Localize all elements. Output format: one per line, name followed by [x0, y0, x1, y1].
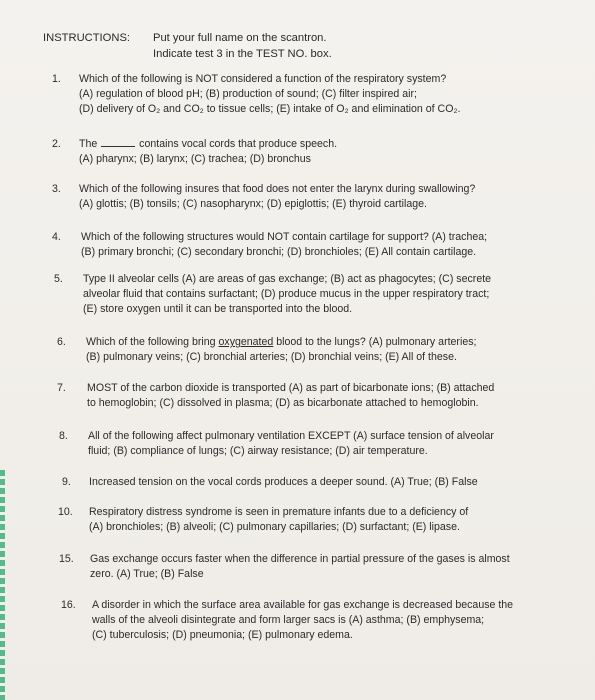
- question-line: fluid; (B) compliance of lungs; (C) airway resistance; (D) air temperature.: [88, 445, 428, 458]
- question-number: 9.: [62, 476, 71, 488]
- question-text: The: [79, 138, 98, 150]
- question-line: Respiratory distress syndrome is seen in premature infants due to a deficiency of: [89, 506, 469, 518]
- question-number: 4.: [52, 231, 61, 243]
- question-text: blood to the lungs? (A) pulmonary arteries;: [276, 336, 477, 348]
- question-line: Which of the following insures that food does not enter the larynx during swallowing?: [79, 183, 476, 195]
- question-line: (E) store oxygen until it can be transported into the blood.: [83, 303, 353, 316]
- question-line: alveolar fluid that contains surfactant; (D) produce mucus in the upper respiratory tract;: [83, 288, 490, 301]
- question-line: Which of the following is NOT considered a function of the respiratory system?: [79, 73, 447, 85]
- question-number: 1.: [52, 73, 61, 85]
- question-line: Type II alveolar cells (A) are areas of gas exchange; (B) act as phagocytes; (C) secrete: [83, 273, 492, 285]
- question-line: (A) glottis; (B) tonsils; (C) nasopharynx; (D) epiglottis; (E) thyroid cartilage.: [79, 198, 427, 211]
- question-number: 16.: [61, 599, 76, 611]
- question-line: A disorder in which the surface area available for gas exchange is decreased because the: [92, 599, 514, 611]
- question-line: MOST of the carbon dioxide is transported (A) as part of bicarbonate ions; (B) attached: [87, 382, 495, 394]
- question-text: contains vocal cords that produce speech.: [139, 138, 338, 150]
- question-line: (A) bronchioles; (B) alveoli; (C) pulmonary capillaries; (D) surfactant; (E) lipase.: [89, 521, 460, 534]
- question-number: 15.: [59, 553, 74, 565]
- question-number: 6.: [57, 336, 66, 348]
- question-number: 7.: [57, 382, 66, 394]
- underlined-word: oxygenated: [218, 336, 274, 348]
- instructions-line-1: Put your full name on the scantron.: [153, 32, 327, 44]
- question-line: (B) pulmonary veins; (C) bronchial arteries; (D) bronchial veins; (E) All of these.: [86, 351, 457, 364]
- answer-blank: [101, 137, 135, 147]
- instructions-label: INSTRUCTIONS:: [43, 32, 131, 44]
- question-line: (B) primary bronchi; (C) secondary bronchi; (D) bronchioles; (E) All contain cartilage.: [81, 246, 477, 259]
- scan-edge-strip: [0, 470, 5, 700]
- question-number: 3.: [52, 183, 61, 195]
- question-line: (A) regulation of blood pH; (B) production of sound; (C) filter inspired air;: [79, 88, 417, 101]
- question-line: All of the following affect pulmonary ventilation EXCEPT (A) surface tension of alveolar: [88, 430, 494, 442]
- question-text: Which of the following bring: [86, 336, 216, 348]
- question-line: [79, 137, 337, 152]
- question-line: (D) delivery of O₂ and CO₂ to tissue cells; (E) intake of O₂ and elimination of CO₂.: [79, 103, 461, 116]
- question-number: 5.: [54, 273, 63, 285]
- question-number: 10.: [58, 506, 73, 518]
- question-line: Increased tension on the vocal cords produces a deeper sound. (A) True; (B) False: [89, 476, 478, 488]
- question-line: walls of the alveoli disintegrate and form larger sacs is (A) asthma; (B) emphysema;: [92, 614, 485, 627]
- question-number: 8.: [59, 430, 68, 442]
- instructions-line-2: Indicate test 3 in the TEST NO. box.: [153, 48, 332, 60]
- question-line: to hemoglobin; (C) dissolved in plasma; (D) as bicarbonate attached to hemoglobin.: [87, 397, 479, 410]
- question-line: (C) tuberculosis; (D) pneumonia; (E) pulmonary edema.: [92, 629, 353, 642]
- question-line: Which of the following structures would NOT contain cartilage for support? (A) trachea;: [81, 231, 488, 243]
- question-line: zero. (A) True; (B) False: [90, 568, 204, 581]
- question-line: [86, 335, 476, 350]
- question-number: 2.: [52, 138, 61, 150]
- question-line: (A) pharynx; (B) larynx; (C) trachea; (D) bronchus: [79, 153, 311, 166]
- question-line: Gas exchange occurs faster when the difference in partial pressure of the gases is almost: [90, 553, 510, 565]
- instructions-block: [43, 30, 332, 62]
